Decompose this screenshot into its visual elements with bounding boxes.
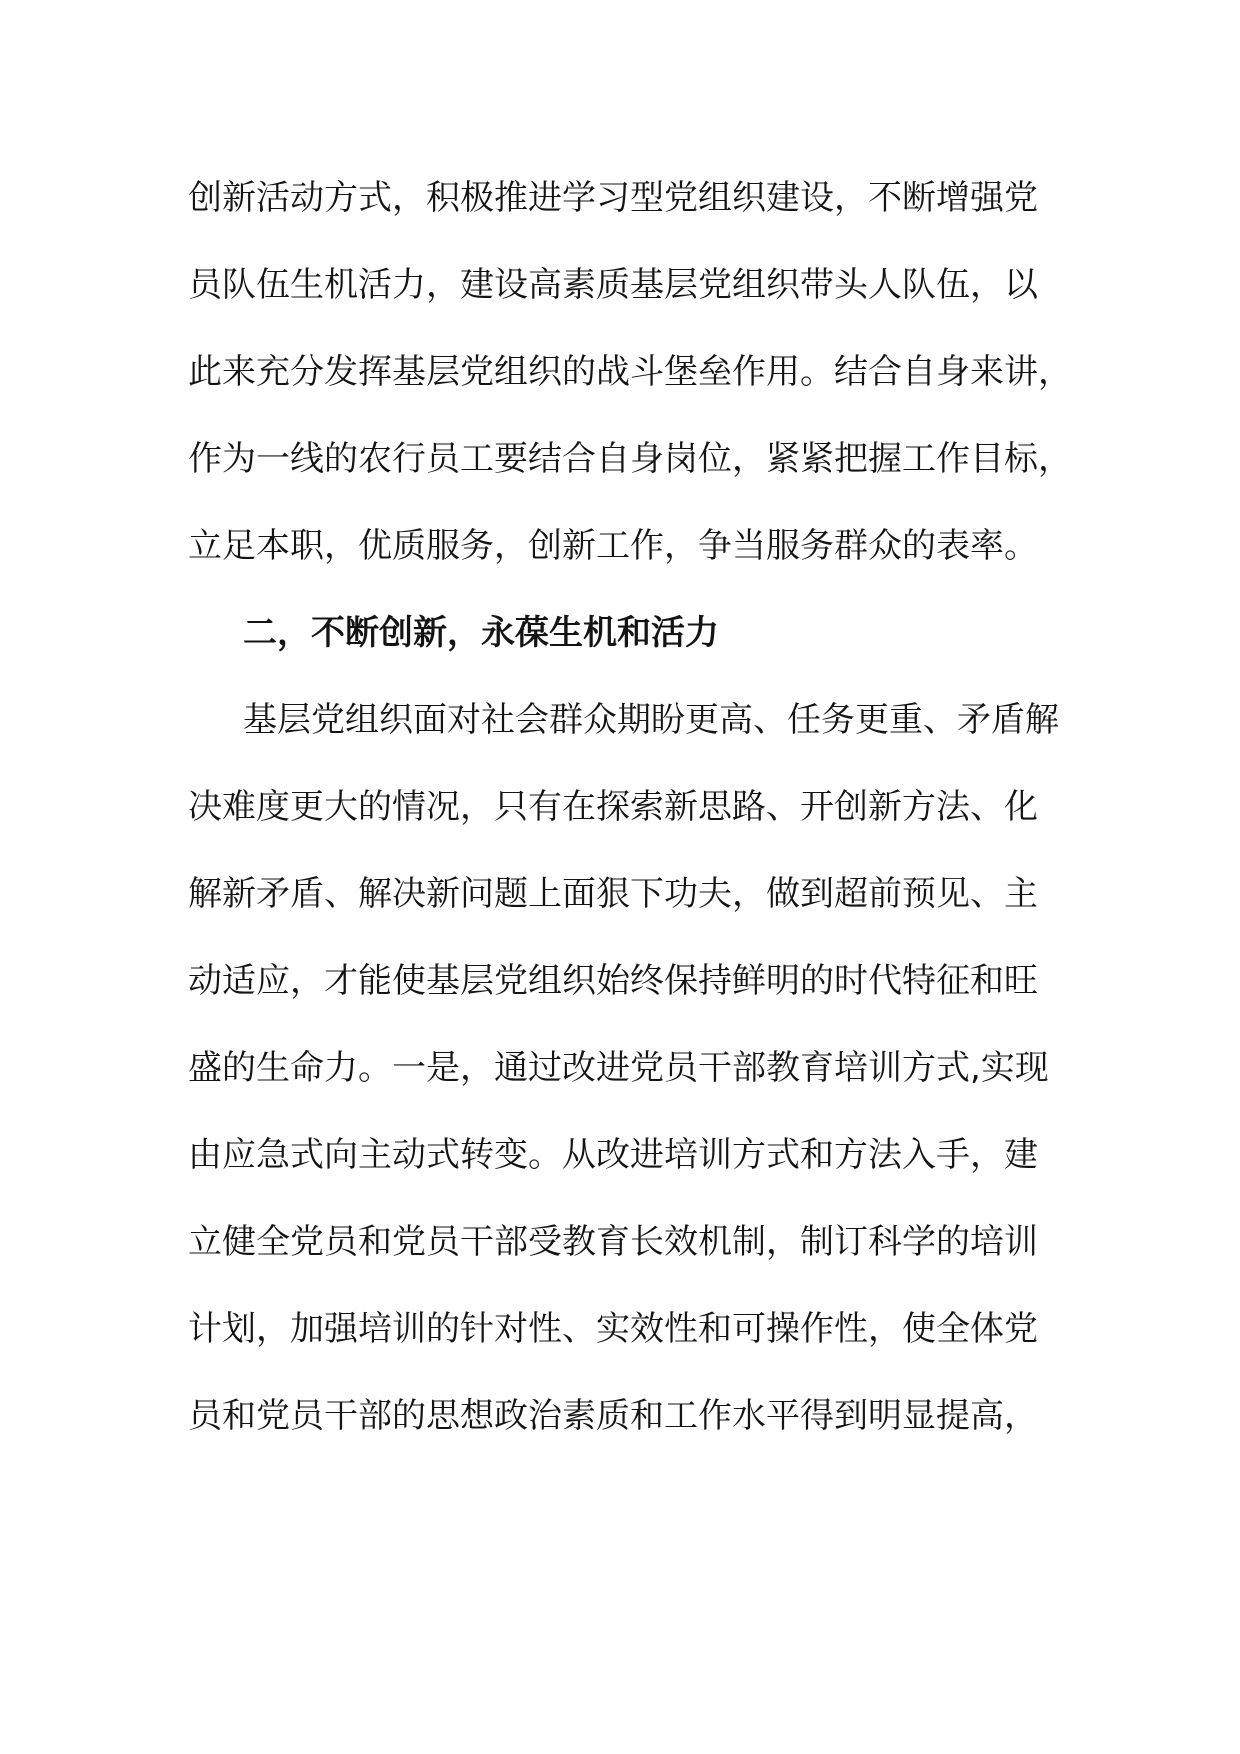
paragraph2-line-9: 员和党员干部的思想政治素质和工作水平得到明显提高， xyxy=(188,1396,1038,1436)
paragraph2-line-4: 动适应，才能使基层党组织始终保持鲜明的时代特征和旺 xyxy=(188,961,1038,1001)
paragraph1-line-4: 作为一线的农行员工要结合自身岗位，紧紧把握工作目标， xyxy=(188,439,1072,479)
paragraph1-line-1: 创新活动方式，积极推进学习型党组织建设，不断增强党 xyxy=(188,178,1038,218)
section-heading: 二，不断创新，永葆生机和活力 xyxy=(243,613,719,653)
paragraph2-line-6: 由应急式向主动式转变。从改进培训方式和方法入手，建 xyxy=(188,1135,1038,1175)
paragraph2-line-5: 盛的生命力。一是，通过改进党员干部教育培训方式,实现 xyxy=(188,1048,1049,1088)
paragraph2-line-1: 基层党组织面对社会群众期盼更高、任务更重、矛盾解 xyxy=(243,700,1059,740)
paragraph2-line-2: 决难度更大的情况，只有在探索新思路、开创新方法、化 xyxy=(188,787,1038,827)
paragraph1-line-5: 立足本职，优质服务，创新工作，争当服务群众的表率。 xyxy=(188,526,1038,566)
paragraph2-line-8: 计划，加强培训的针对性、实效性和可操作性，使全体党 xyxy=(188,1309,1038,1349)
paragraph2-line-3: 解新矛盾、解决新问题上面狠下功夫，做到超前预见、主 xyxy=(188,874,1038,914)
paragraph1-line-3: 此来充分发挥基层党组织的战斗堡垒作用。结合自身来讲， xyxy=(188,352,1072,392)
paragraph1-line-2: 员队伍生机活力，建设高素质基层党组织带头人队伍，以 xyxy=(188,265,1038,305)
paragraph2-line-7: 立健全党员和党员干部受教育长效机制，制订科学的培训 xyxy=(188,1222,1038,1262)
